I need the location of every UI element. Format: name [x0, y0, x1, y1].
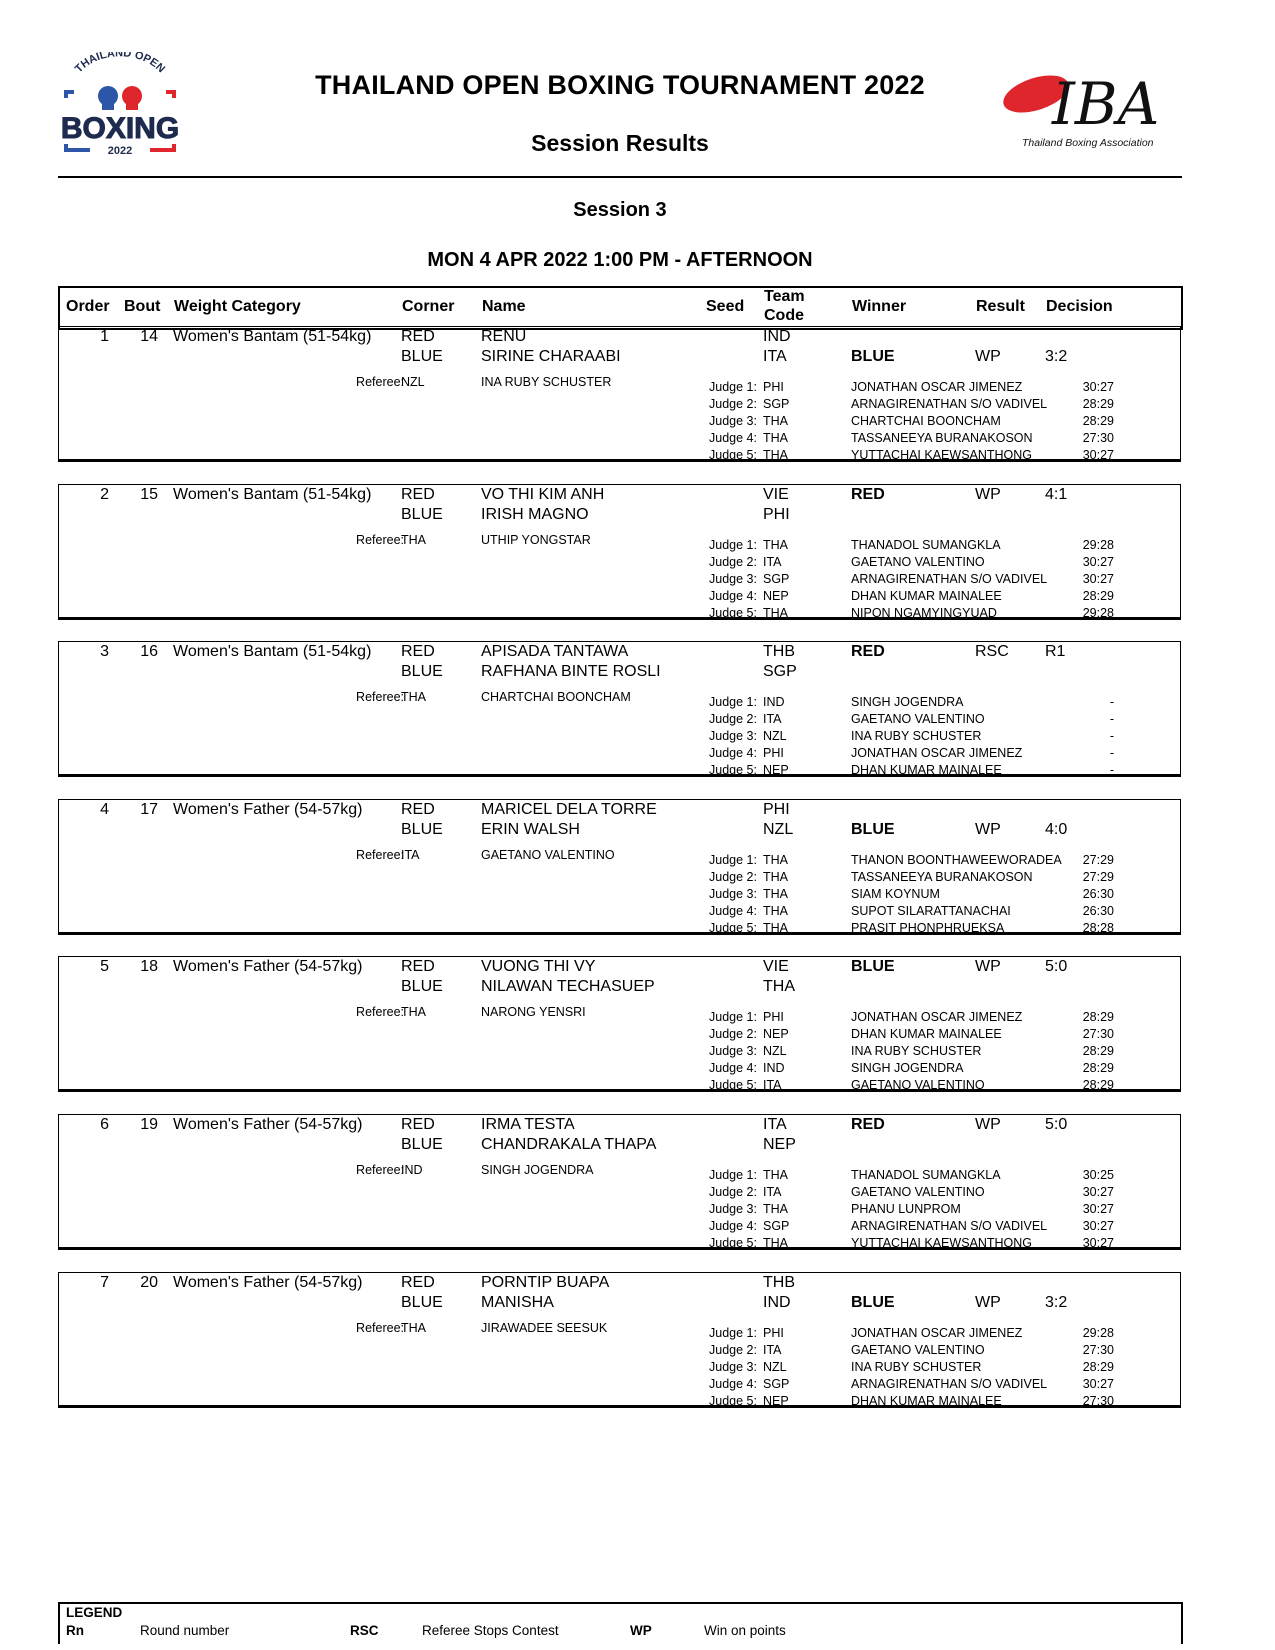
corner-red-label: RED: [401, 958, 435, 975]
blue-team-code: THA: [763, 978, 795, 995]
judge-country: ITA: [763, 1185, 782, 1199]
judge-label: Judge 4:: [709, 1377, 757, 1391]
judge-country: NZL: [763, 1360, 787, 1374]
result-code: WP: [975, 821, 1001, 838]
judge-name: GAETANO VALENTINO: [851, 1185, 985, 1199]
referee-label: Referee:: [356, 848, 404, 862]
judge-country: SGP: [763, 1377, 790, 1391]
weight-category: Women's Father (54-57kg): [173, 1116, 363, 1133]
judge-name: YUTTACHAI KAEWSANTHONG: [851, 1236, 1033, 1250]
judge-label: Judge 3:: [709, 729, 757, 743]
blue-boxer-name: ERIN WALSH: [481, 821, 580, 838]
weight-category: Women's Father (54-57kg): [173, 958, 363, 975]
judge-score: 27:30: [1082, 1394, 1114, 1408]
red-boxer-name: IRMA TESTA: [481, 1116, 575, 1133]
judge-name: JONATHAN OSCAR JIMENEZ: [851, 1010, 1023, 1024]
winner-corner: RED: [851, 1116, 885, 1133]
red-team-code: ITA: [763, 1116, 787, 1133]
judge-score: 28:29: [1082, 414, 1114, 428]
judge-name: THANON BOONTHAWEEWORADEA: [851, 853, 1062, 867]
col-order: Order: [66, 298, 110, 315]
judge-country: THA: [763, 887, 788, 901]
decision-value: 4:0: [1045, 821, 1068, 838]
judge-name: ARNAGIRENATHAN S/O VADIVEL: [851, 1219, 1048, 1233]
bout-block: [58, 1114, 1181, 1250]
corner-red-label: RED: [401, 643, 435, 660]
red-team-code: VIE: [763, 486, 789, 503]
bout-number: 15: [140, 486, 158, 503]
judge-score: 30:27: [1082, 572, 1114, 586]
bout-number: 17: [140, 801, 158, 818]
result-code: WP: [975, 486, 1001, 503]
referee-label: Referee:: [356, 1005, 404, 1019]
blue-team-code: NEP: [763, 1136, 796, 1153]
corner-red-label: RED: [401, 328, 435, 345]
legend-code: Rn: [66, 1623, 84, 1638]
referee-name: NARONG YENSRI: [481, 1005, 586, 1019]
blue-team-code: IND: [763, 1294, 791, 1311]
judge-score: -: [1109, 763, 1114, 777]
svg-text:IBA: IBA: [1052, 70, 1160, 138]
bout-number: 19: [140, 1116, 158, 1133]
judge-country: THA: [763, 414, 788, 428]
winner-corner: RED: [851, 486, 885, 503]
judge-score: 28:29: [1082, 1061, 1114, 1075]
judge-name: INA RUBY SCHUSTER: [851, 1360, 982, 1374]
weight-category: Women's Bantam (51-54kg): [173, 328, 372, 345]
referee-name: INA RUBY SCHUSTER: [481, 375, 612, 389]
judge-name: NIPON NGAMYINGYUAD: [851, 606, 997, 620]
winner-corner: BLUE: [851, 821, 895, 838]
judge-label: Judge 5:: [709, 1394, 757, 1408]
decision-value: 3:2: [1045, 348, 1068, 365]
corner-blue-label: BLUE: [401, 506, 443, 523]
referee-country: IND: [401, 1163, 423, 1177]
judge-country: THA: [763, 870, 788, 884]
judge-name: JONATHAN OSCAR JIMENEZ: [851, 380, 1023, 394]
blue-boxer-name: NILAWAN TECHASUEP: [481, 978, 655, 995]
judge-score: -: [1109, 729, 1114, 743]
judge-name: DHAN KUMAR MAINALEE: [851, 1027, 1002, 1041]
judge-label: Judge 4:: [709, 1061, 757, 1075]
corner-blue-label: BLUE: [401, 978, 443, 995]
judge-name: SINGH JOGENDRA: [851, 695, 964, 709]
judge-label: Judge 5:: [709, 1236, 757, 1250]
referee-country: THA: [401, 1321, 426, 1335]
col-team-code: Code: [764, 307, 804, 324]
judge-label: Judge 3:: [709, 572, 757, 586]
blue-team-code: ITA: [763, 348, 787, 365]
bout-block: [58, 641, 1181, 777]
blue-team-code: NZL: [763, 821, 794, 838]
bout-order: 4: [100, 801, 109, 818]
decision-value: 5:0: [1045, 958, 1068, 975]
judge-country: SGP: [763, 397, 790, 411]
judge-score: 29:28: [1082, 538, 1114, 552]
judge-name: GAETANO VALENTINO: [851, 1343, 985, 1357]
blue-team-code: SGP: [763, 663, 797, 680]
decision-value: 4:1: [1045, 486, 1068, 503]
judge-country: PHI: [763, 746, 784, 760]
red-boxer-name: PORNTIP BUAPA: [481, 1274, 610, 1291]
judge-label: Judge 1:: [709, 853, 757, 867]
judge-label: Judge 2:: [709, 1185, 757, 1199]
judge-country: NEP: [763, 589, 789, 603]
legend-title: LEGEND: [66, 1605, 123, 1620]
red-team-code: VIE: [763, 958, 789, 975]
judge-country: ITA: [763, 712, 782, 726]
session-date: MON 4 APR 2022 1:00 PM - AFTERNOON: [427, 249, 813, 271]
judge-country: NEP: [763, 1027, 789, 1041]
referee-country: THA: [401, 690, 426, 704]
judge-label: Judge 1:: [709, 1010, 757, 1024]
result-code: WP: [975, 958, 1001, 975]
referee-name: UTHIP YONGSTAR: [481, 533, 591, 547]
bout-order: 6: [100, 1116, 109, 1133]
bout-order: 3: [100, 643, 109, 660]
referee-name: CHARTCHAI BOONCHAM: [481, 690, 631, 704]
judge-country: NEP: [763, 1394, 789, 1408]
judge-country: THA: [763, 448, 788, 462]
judge-score: 27:29: [1082, 853, 1114, 867]
bout-order: 7: [100, 1274, 109, 1291]
judge-country: PHI: [763, 380, 784, 394]
weight-category: Women's Father (54-57kg): [173, 1274, 363, 1291]
referee-name: SINGH JOGENDRA: [481, 1163, 594, 1177]
judge-score: 28:29: [1082, 1044, 1114, 1058]
bout-block: [58, 1272, 1181, 1408]
referee-country: ITA: [401, 848, 420, 862]
judge-score: -: [1109, 695, 1114, 709]
judge-country: SGP: [763, 1219, 790, 1233]
judge-score: 30:27: [1082, 1185, 1114, 1199]
referee-name: JIRAWADEE SEESUK: [481, 1321, 608, 1335]
corner-red-label: RED: [401, 1274, 435, 1291]
legend-meaning: Referee Stops Contest: [422, 1623, 559, 1638]
judge-country: THA: [763, 1168, 788, 1182]
judge-name: JONATHAN OSCAR JIMENEZ: [851, 1326, 1023, 1340]
blue-boxer-name: RAFHANA BINTE ROSLI: [481, 663, 661, 680]
result-code: RSC: [975, 643, 1009, 660]
judge-score: 28:29: [1082, 1360, 1114, 1374]
judge-country: THA: [763, 431, 788, 445]
judge-label: Judge 1:: [709, 538, 757, 552]
bout-number: 18: [140, 958, 158, 975]
judge-score: -: [1109, 712, 1114, 726]
judge-score: 28:29: [1082, 589, 1114, 603]
judge-label: Judge 2:: [709, 1343, 757, 1357]
svg-text:Thailand Boxing Association: Thailand Boxing Association: [1022, 137, 1154, 149]
judge-label: Judge 4:: [709, 746, 757, 760]
legend-meaning: Round number: [140, 1623, 230, 1638]
judge-country: THA: [763, 853, 788, 867]
judge-name: PHANU LUNPROM: [851, 1202, 961, 1216]
judge-label: Judge 3:: [709, 1202, 757, 1216]
legend-code: WP: [630, 1623, 652, 1638]
judge-name: DHAN KUMAR MAINALEE: [851, 1394, 1002, 1408]
judge-name: PRASIT PHONPHRUEKSA: [851, 921, 1005, 935]
judge-label: Judge 1:: [709, 380, 757, 394]
bout-number: 14: [140, 328, 158, 345]
col-corner: Corner: [402, 298, 455, 315]
legend-meaning: Win on points: [704, 1623, 786, 1638]
judge-score: 30:27: [1082, 1202, 1114, 1216]
judge-label: Judge 5:: [709, 921, 757, 935]
judge-name: INA RUBY SCHUSTER: [851, 729, 982, 743]
result-code: WP: [975, 348, 1001, 365]
col-winner: Winner: [852, 298, 907, 315]
judge-name: SUPOT SILARATTANACHAI: [851, 904, 1011, 918]
svg-text:BOXING: BOXING: [60, 112, 180, 145]
weight-category: Women's Bantam (51-54kg): [173, 486, 372, 503]
judge-label: Judge 1:: [709, 1326, 757, 1340]
judge-label: Judge 3:: [709, 414, 757, 428]
referee-label: Referee:: [356, 690, 404, 704]
winner-corner: BLUE: [851, 1294, 895, 1311]
red-team-code: IND: [763, 328, 791, 345]
judge-score: 30:27: [1082, 1219, 1114, 1233]
judge-score: 30:25: [1082, 1168, 1114, 1182]
judge-score: -: [1109, 746, 1114, 760]
judge-score: 26:30: [1082, 887, 1114, 901]
col-result: Result: [976, 298, 1025, 315]
judge-score: 27:29: [1082, 870, 1114, 884]
referee-country: NZL: [401, 375, 425, 389]
judge-country: ITA: [763, 555, 782, 569]
corner-blue-label: BLUE: [401, 1294, 443, 1311]
legend-code: RSC: [350, 1623, 379, 1638]
corner-blue-label: BLUE: [401, 821, 443, 838]
red-team-code: THB: [763, 643, 795, 660]
judge-country: PHI: [763, 1010, 784, 1024]
blue-boxer-name: IRISH MAGNO: [481, 506, 589, 523]
red-boxer-name: RENU: [481, 328, 527, 345]
judge-score: 27:30: [1082, 1343, 1114, 1357]
judge-label: Judge 5:: [709, 606, 757, 620]
referee-label: Referee:: [356, 533, 404, 547]
corner-red-label: RED: [401, 801, 435, 818]
bout-order: 1: [100, 328, 109, 345]
winner-corner: RED: [851, 643, 885, 660]
judge-label: Judge 2:: [709, 555, 757, 569]
judge-score: 30:27: [1082, 1377, 1114, 1391]
bout-block: [58, 956, 1181, 1092]
col-weight: Weight Category: [174, 298, 301, 315]
bout-block: [58, 484, 1181, 620]
blue-team-code: PHI: [763, 506, 790, 523]
judge-name: CHARTCHAI BOONCHAM: [851, 414, 1001, 428]
red-boxer-name: VUONG THI VY: [481, 958, 596, 975]
blue-boxer-name: CHANDRAKALA THAPA: [481, 1136, 657, 1153]
judge-label: Judge 2:: [709, 870, 757, 884]
referee-label: Referee:: [356, 375, 404, 389]
judge-name: DHAN KUMAR MAINALEE: [851, 589, 1002, 603]
page-title: THAILAND OPEN BOXING TOURNAMENT 2022: [315, 70, 925, 100]
judge-name: ARNAGIRENATHAN S/O VADIVEL: [851, 1377, 1048, 1391]
judge-label: Judge 4:: [709, 904, 757, 918]
judge-label: Judge 3:: [709, 887, 757, 901]
judge-country: THA: [763, 1202, 788, 1216]
referee-name: GAETANO VALENTINO: [481, 848, 615, 862]
decision-value: 5:0: [1045, 1116, 1068, 1133]
judge-score: 30:27: [1082, 448, 1114, 462]
session-title: Session 3: [573, 199, 667, 221]
referee-label: Referee:: [356, 1321, 404, 1335]
corner-red-label: RED: [401, 1116, 435, 1133]
col-name: Name: [482, 298, 526, 315]
judge-name: ARNAGIRENATHAN S/O VADIVEL: [851, 572, 1048, 586]
judge-score: 28:29: [1082, 1010, 1114, 1024]
judge-label: Judge 1:: [709, 695, 757, 709]
judge-country: ITA: [763, 1078, 782, 1092]
judge-label: Judge 5:: [709, 1078, 757, 1092]
judge-name: TASSANEEYA BURANAKOSON: [851, 870, 1033, 884]
red-boxer-name: MARICEL DELA TORRE: [481, 801, 657, 818]
judge-country: SGP: [763, 572, 790, 586]
judge-score: 28:28: [1082, 921, 1114, 935]
judge-label: Judge 3:: [709, 1360, 757, 1374]
bout-number: 20: [140, 1274, 158, 1291]
col-bout: Bout: [124, 298, 161, 315]
judge-label: Judge 2:: [709, 1027, 757, 1041]
column-header-row: [58, 286, 1183, 330]
judge-score: 28:29: [1082, 1078, 1114, 1092]
red-team-code: THB: [763, 1274, 795, 1291]
judge-country: THA: [763, 904, 788, 918]
judge-country: IND: [763, 1061, 785, 1075]
result-code: WP: [975, 1116, 1001, 1133]
judge-name: GAETANO VALENTINO: [851, 712, 985, 726]
referee-country: THA: [401, 533, 426, 547]
judge-name: JONATHAN OSCAR JIMENEZ: [851, 746, 1023, 760]
judge-name: ARNAGIRENATHAN S/O VADIVEL: [851, 397, 1048, 411]
judge-score: 26:30: [1082, 904, 1114, 918]
judge-label: Judge 1:: [709, 1168, 757, 1182]
svg-text:THAILAND OPEN: THAILAND OPEN: [72, 52, 168, 76]
weight-category: Women's Bantam (51-54kg): [173, 643, 372, 660]
judge-label: Judge 4:: [709, 589, 757, 603]
judge-country: THA: [763, 606, 788, 620]
red-boxer-name: APISADA TANTAWA: [481, 643, 629, 660]
judge-country: THA: [763, 1236, 788, 1250]
judge-country: NEP: [763, 763, 789, 777]
judge-country: NZL: [763, 1044, 787, 1058]
judge-name: THANADOL SUMANGKLA: [851, 1168, 1001, 1182]
judge-score: 27:30: [1082, 431, 1114, 445]
judge-label: Judge 5:: [709, 763, 757, 777]
col-seed: Seed: [706, 298, 745, 315]
referee-label: Referee:: [356, 1163, 404, 1177]
judge-name: GAETANO VALENTINO: [851, 555, 985, 569]
judge-label: Judge 3:: [709, 1044, 757, 1058]
winner-corner: BLUE: [851, 958, 895, 975]
decision-value: R1: [1045, 643, 1066, 660]
judge-score: 30:27: [1082, 380, 1114, 394]
bout-block: [58, 799, 1181, 935]
legend: [58, 1602, 1183, 1644]
red-team-code: PHI: [763, 801, 790, 818]
judge-name: GAETANO VALENTINO: [851, 1078, 985, 1092]
corner-blue-label: BLUE: [401, 348, 443, 365]
judge-label: Judge 5:: [709, 448, 757, 462]
corner-red-label: RED: [401, 486, 435, 503]
bout-number: 16: [140, 643, 158, 660]
corner-blue-label: BLUE: [401, 663, 443, 680]
judge-score: 28:29: [1082, 397, 1114, 411]
judge-country: ITA: [763, 1343, 782, 1357]
svg-text:2022: 2022: [107, 145, 133, 157]
corner-blue-label: BLUE: [401, 1136, 443, 1153]
judge-score: 27:30: [1082, 1027, 1114, 1041]
referee-country: THA: [401, 1005, 426, 1019]
judge-country: NZL: [763, 729, 787, 743]
header-divider: [58, 176, 1182, 178]
judge-name: SINGH JOGENDRA: [851, 1061, 964, 1075]
col-team: Team: [764, 288, 805, 305]
judge-country: IND: [763, 695, 785, 709]
bout-order: 2: [100, 486, 109, 503]
bout-order: 5: [100, 958, 109, 975]
judge-score: 29:28: [1082, 606, 1114, 620]
bout-block: [58, 326, 1181, 462]
winner-corner: BLUE: [851, 348, 895, 365]
judge-name: DHAN KUMAR MAINALEE: [851, 763, 1002, 777]
judge-name: YUTTACHAI KAEWSANTHONG: [851, 448, 1033, 462]
blue-boxer-name: SIRINE CHARAABI: [481, 348, 621, 365]
judge-label: Judge 4:: [709, 431, 757, 445]
judge-score: 30:27: [1082, 555, 1114, 569]
weight-category: Women's Father (54-57kg): [173, 801, 363, 818]
judge-name: SIAM KOYNUM: [851, 887, 940, 901]
col-decision: Decision: [1046, 298, 1113, 315]
judge-score: 29:28: [1082, 1326, 1114, 1340]
judge-label: Judge 2:: [709, 712, 757, 726]
page-subtitle: Session Results: [531, 130, 709, 156]
judge-name: TASSANEEYA BURANAKOSON: [851, 431, 1033, 445]
result-code: WP: [975, 1294, 1001, 1311]
judge-country: PHI: [763, 1326, 784, 1340]
judge-label: Judge 4:: [709, 1219, 757, 1233]
judge-name: THANADOL SUMANGKLA: [851, 538, 1001, 552]
judge-label: Judge 2:: [709, 397, 757, 411]
judge-name: INA RUBY SCHUSTER: [851, 1044, 982, 1058]
decision-value: 3:2: [1045, 1294, 1068, 1311]
red-boxer-name: VO THI KIM ANH: [481, 486, 605, 503]
judge-score: 30:27: [1082, 1236, 1114, 1250]
judge-country: THA: [763, 538, 788, 552]
blue-boxer-name: MANISHA: [481, 1294, 554, 1311]
judge-country: THA: [763, 921, 788, 935]
